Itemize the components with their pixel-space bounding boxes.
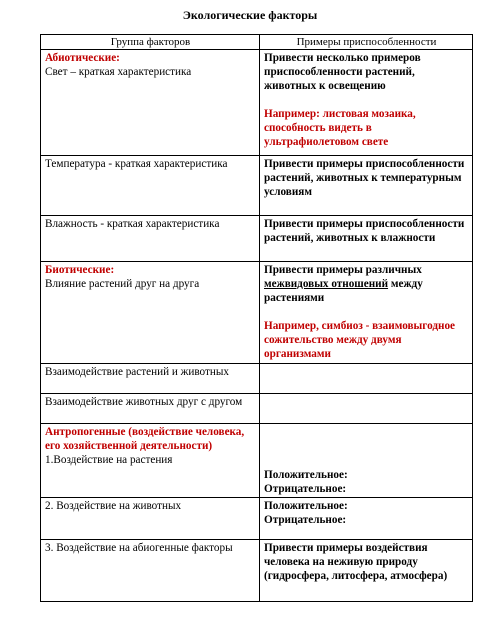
negative-label: Отрицательное:	[264, 483, 347, 495]
negative-label: Отрицательное:	[264, 514, 347, 526]
table-row	[41, 262, 473, 364]
example-cell	[260, 216, 473, 262]
table-row	[41, 540, 473, 602]
example-cell	[260, 156, 473, 216]
factor-cell	[41, 156, 260, 216]
factor-label: Свет – краткая характеристика	[45, 66, 192, 78]
column-header-adaptation-examples: Примеры приспособленности	[260, 35, 473, 50]
table-row	[41, 364, 473, 394]
factor-label: Влияние растений друг на друга	[45, 278, 200, 290]
factor-label: 3. Воздействие на абиогенные факторы	[45, 542, 233, 554]
positive-label: Положительное:	[264, 469, 348, 481]
example-cell-empty	[260, 364, 473, 394]
page-title: Экологические факторы	[182, 8, 318, 22]
factor-label: Влажность - краткая характеристика	[45, 218, 220, 230]
ecological-factors-table	[40, 34, 473, 602]
example-text: Привести примеры различных межвидовых отношений между растениями	[264, 264, 423, 304]
table-row	[41, 424, 473, 498]
factor-cell	[41, 364, 260, 394]
group-heading-abiotic: Абиотические:	[45, 52, 120, 64]
factor-label: Взаимодействие животных друг с другом	[45, 396, 243, 408]
example-text: Привести примеры воздействия человека на неживую природу (гидросфера, литосфера, атмосфера)	[264, 542, 448, 582]
example-text: Привести примеры приспособленности растений, животных к влажности	[264, 218, 465, 244]
table-row	[41, 156, 473, 216]
table-row	[41, 216, 473, 262]
table-row	[41, 394, 473, 424]
factor-label: Температура - краткая характеристика	[45, 158, 228, 170]
example-cell-empty	[260, 394, 473, 424]
column-header-factor-group: Группа факторов	[41, 35, 260, 50]
table-header-row	[41, 35, 473, 50]
factor-cell	[41, 424, 260, 498]
factor-label: Взаимодействие растений и животных	[45, 366, 229, 378]
example-cell	[260, 540, 473, 602]
example-text: Привести примеры приспособленности растений, животных к температурным условиям	[264, 158, 465, 198]
example-cell	[260, 50, 473, 156]
example-text: Привести несколько примеров приспособленности растений, животных к освещению	[264, 52, 421, 92]
factor-cell	[41, 540, 260, 602]
example-cell	[260, 424, 473, 498]
factor-cell	[41, 216, 260, 262]
example-note: Например: листовая мозаика, способность видеть в ультрафиолетовом свете	[264, 108, 416, 148]
factor-label: 2. Воздействие на животных	[45, 500, 182, 512]
example-cell	[260, 498, 473, 540]
table-row	[41, 50, 473, 156]
factor-cell	[41, 50, 260, 156]
table-row	[41, 498, 473, 540]
factor-cell	[41, 262, 260, 364]
factor-cell	[41, 394, 260, 424]
group-heading-anthropogenic: Антропогенные (воздействие человека, его хозяйственной деятельности)	[45, 426, 245, 452]
example-cell	[260, 262, 473, 364]
positive-label: Положительное:	[264, 500, 348, 512]
example-note: Например, симбиоз - взаимовыгодное сожительство между двумя организмами	[264, 320, 456, 360]
factor-cell	[41, 498, 260, 540]
group-heading-biotic: Биотические:	[45, 264, 115, 276]
factor-label: 1.Воздействие на растения	[45, 454, 173, 466]
